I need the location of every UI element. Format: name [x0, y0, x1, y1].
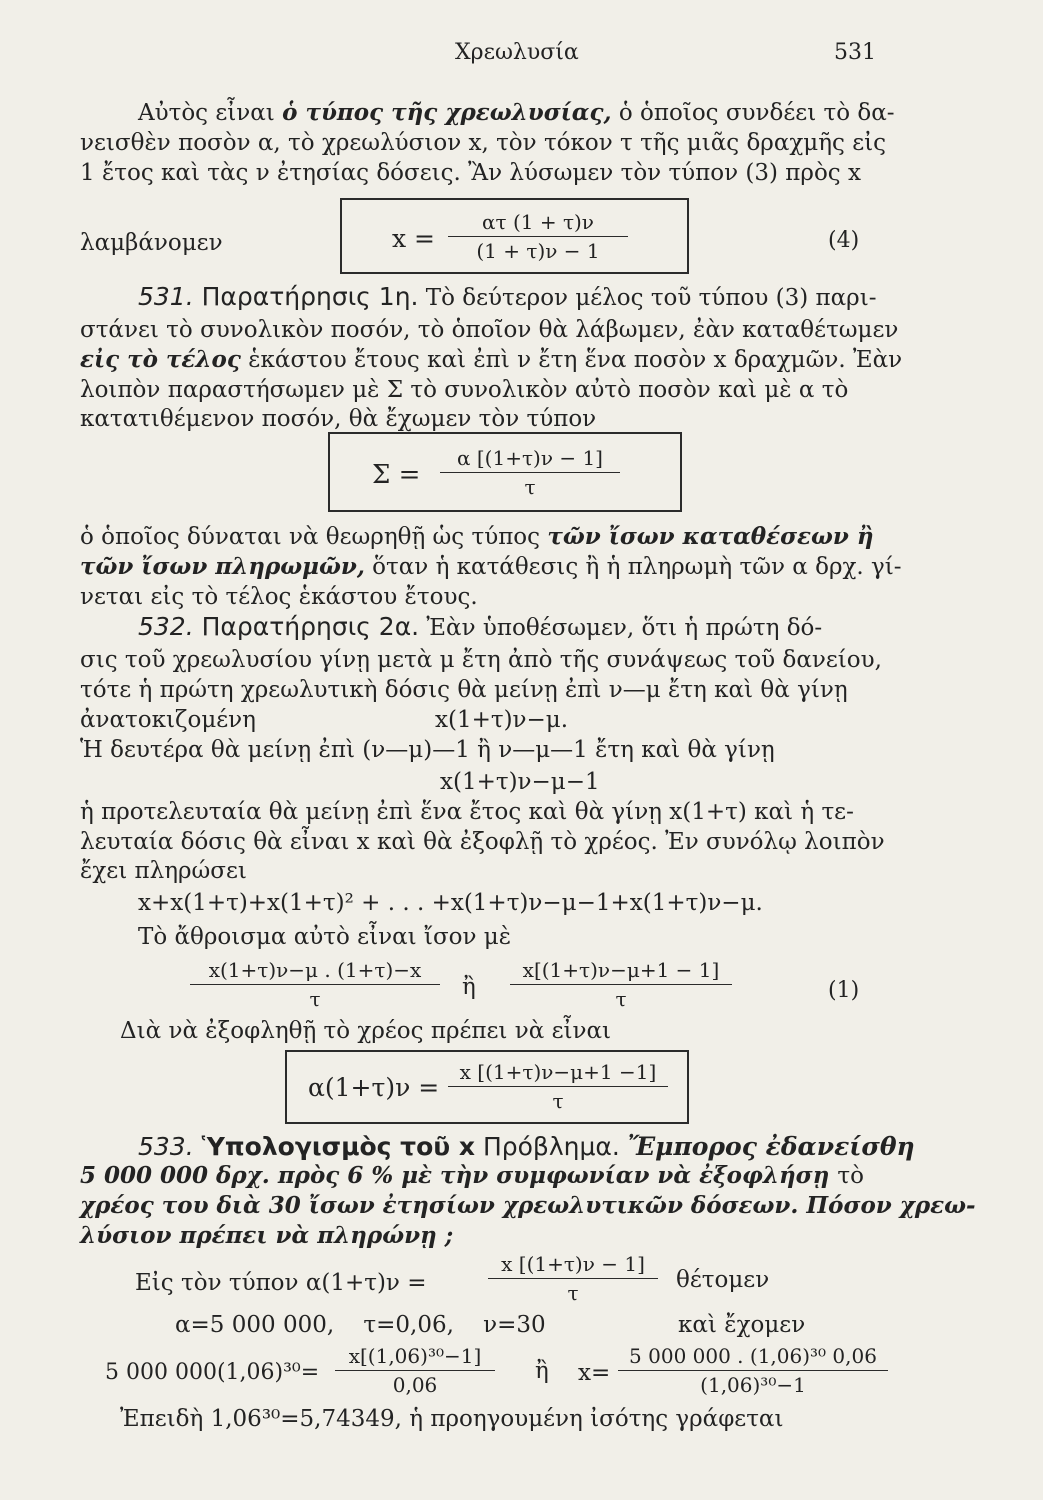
intro-line-1 — [138, 98, 895, 128]
fraction-bar — [448, 1086, 668, 1087]
s533-problem-line-2 — [80, 1162, 864, 1189]
fraction-a-denominator: τ — [309, 987, 321, 1011]
eq2-denominator: 0,06 — [392, 1373, 438, 1397]
s532-line-4: ἀνατοκιζομένη — [80, 707, 256, 733]
s531-line-2: στάνει τὸ συνολικὸν ποσόν, τὸ ὁποῖον θὰ λάβωμεν, ἐὰν καταθέτωμεν — [80, 317, 899, 343]
s531-line-3 — [80, 345, 902, 375]
section-532-text: Ἐὰν ὑποθέσωμεν, ὅτι ἡ πρώτη δό- — [419, 615, 823, 641]
s531-line-5: κατατιθέμενον ποσόν, θὰ ἔχωμεν τὸν τύπον — [80, 406, 597, 432]
sigma-formula-lhs: Σ = — [372, 460, 421, 490]
condition-denominator: τ — [552, 1089, 564, 1113]
section-531-text: Τὸ δεύτερον μέλος τοῦ τύπου (3) παρι- — [418, 285, 877, 311]
condition-formula-fraction — [448, 1060, 668, 1113]
s533-problem-line-3: χρέος του διὰ 30 ἴσων ἐτησίων χρεωλυτικῶν δόσεων. Πόσον χρεω- — [80, 1192, 976, 1219]
section-533-title: Ὑπολογισμὸς τοῦ x — [201, 1132, 476, 1161]
section-531-number: 531. — [138, 282, 194, 311]
s532-expr-2: x(1+τ)ν−μ−1 — [440, 769, 600, 795]
s532-line-5: Ἡ δευτέρα θὰ μείνῃ ἐπὶ (ν—μ)—1 ἢ ν—μ—1 ἔτη καὶ θὰ γίνῃ — [80, 737, 775, 763]
s532-line-9: Τὸ ἄθροισμα αὐτὸ εἶναι ἴσον μὲ — [138, 924, 512, 950]
s532-series: x+x(1+τ)+x(1+τ)² + . . . +x(1+τ)ν−μ−1+x(1+τ)ν−μ. — [138, 890, 763, 916]
s533-last-line: Ἐπειδὴ 1,06³⁰=5,74349, ἡ προηγουμένη ἰσότης γράφεται — [120, 1406, 784, 1432]
after-sigma-line-2 — [80, 552, 902, 582]
equation-1-label: (1) — [828, 978, 860, 1003]
s532-expr-1: x(1+τ)ν−μ. — [435, 707, 569, 733]
section-532-title: Παρατήρησις 2α. — [201, 612, 420, 641]
s533-eq1-rhs: θέτομεν — [676, 1267, 770, 1293]
eq1-numerator: x [(1+τ)ν − 1] — [501, 1252, 645, 1276]
section-531-heading — [138, 282, 877, 311]
intro-line-2: νεισθὲν ποσὸν α, τὸ χρεωλύσιον x, τὸν τόκον τ τῆς μιᾶς δραχμῆς εἰς — [80, 130, 887, 156]
after-sigma-text-2: ὅταν ἡ κατάθεσις ἢ ἡ πληρωμὴ τῶν α δρχ. γί- — [364, 554, 902, 580]
s533-eq2-or: ἢ — [535, 1358, 549, 1384]
section-533-heading — [138, 1132, 915, 1161]
fraction-bar — [618, 1370, 888, 1371]
s533-eq2-x: x= — [578, 1360, 611, 1386]
running-title: Χρεωλυσία — [455, 40, 579, 65]
intro-text-end: ὁ ὁποῖος συνδέει τὸ δα- — [611, 100, 895, 126]
formula-4-fraction — [448, 210, 628, 263]
eq2-numerator: x[(1,06)³⁰−1] — [348, 1344, 482, 1368]
s533-eq2-fraction — [335, 1344, 495, 1397]
section-533-number: 533. — [138, 1132, 194, 1161]
s533-word: τὸ — [837, 1163, 864, 1189]
fraction-a-numerator: x(1+τ)ν−μ . (1+τ)−x — [208, 958, 422, 982]
s531-text: ἑκάστου ἔτους καὶ ἐπὶ ν ἔτη ἕνα ποσὸν x δραχμῶν. Ἐὰν — [240, 347, 903, 373]
page-number: 531 — [834, 40, 876, 65]
s532-line-7: λευταία δόσις θὰ εἶναι x καὶ θὰ ἐξοφλῇ τὸ χρέος. Ἐν συνόλῳ λοιπὸν — [80, 829, 885, 855]
eq2-result-denominator: (1,06)³⁰−1 — [700, 1373, 806, 1397]
section-531-title: Παρατήρησις 1η. — [201, 282, 419, 311]
fraction-bar — [448, 236, 628, 237]
after-sigma-emphasis: τῶν ἴσων καταθέσεων ἢ — [547, 523, 874, 550]
formula-4-lhs: x = — [392, 224, 435, 253]
s532-line-10: Διὰ νὰ ἐξοφληθῇ τὸ χρέος πρέπει νὰ εἶναι — [120, 1018, 612, 1044]
fraction-bar — [440, 472, 620, 473]
formula-4-label: (4) — [828, 228, 860, 253]
s533-values: α=5 000 000, τ=0,06, ν=30 — [175, 1312, 546, 1338]
s532-line-3: τότε ἡ πρώτη χρεωλυτικὴ δόσις θὰ μείνῃ ἐπὶ ν—μ ἔτη καὶ θὰ γίνῃ — [80, 677, 848, 703]
intro-line-3: 1 ἔτος καὶ τὰς ν ἐτησίας δόσεις. Ἂν λύσωμεν τὸν τύπον (3) πρὸς x — [80, 160, 861, 186]
formula-4-numerator: ατ (1 + τ)ν — [482, 210, 594, 234]
section-533-problem-start: Ἔμπορος ἐδανείσθη — [627, 1132, 915, 1161]
condition-numerator: x [(1+τ)ν−μ+1 −1] — [459, 1060, 657, 1084]
sigma-denominator: τ — [524, 475, 536, 499]
s531-emphasis: εἰς τὸ τέλος — [80, 346, 241, 373]
after-sigma-emphasis-2: τῶν ἴσων πληρωμῶν, — [80, 553, 365, 580]
sigma-numerator: α [(1+τ)ν − 1] — [457, 446, 603, 470]
s532-fraction-a — [190, 958, 440, 1011]
s532-or: ἢ — [462, 974, 476, 1000]
s532-line-6: ἡ προτελευταία θὰ μείνῃ ἐπὶ ἕνα ἔτος καὶ θὰ γίνῃ x(1+τ) καὶ ἡ τε- — [80, 799, 854, 825]
intro-emphasis: ὁ τύπος τῆς χρεωλυσίας, — [282, 99, 612, 126]
s533-eq1-lhs: Εἰς τὸν τύπον α(1+τ)ν = — [135, 1270, 427, 1296]
s533-values-rhs: καὶ ἔχομεν — [678, 1312, 806, 1338]
fraction-bar — [488, 1278, 658, 1279]
s532-line-8: ἔχει πληρώσει — [80, 858, 247, 884]
sigma-formula-fraction — [440, 446, 620, 499]
s532-line-2: σις τοῦ χρεωλυσίου γίνῃ μετὰ μ ἔτη ἀπὸ τῆς συνάψεως τοῦ δανείου, — [80, 647, 882, 673]
s533-amount: 5 000 000 δρχ. πρὸς 6 % — [80, 1162, 394, 1189]
intro-text: Αὐτὸς εἶναι — [138, 100, 283, 126]
fraction-bar — [510, 984, 732, 985]
section-532-number: 532. — [138, 612, 194, 641]
eq2-result-numerator: 5 000 000 . (1,06)³⁰ 0,06 — [629, 1344, 877, 1368]
after-sigma-line-1 — [80, 522, 874, 552]
after-sigma-text: ὁ ὁποῖος δύναται νὰ θεωρηθῇ ὡς τύπος — [80, 524, 548, 550]
intro-line-4: λαμβάνομεν — [80, 230, 223, 256]
fraction-b-numerator: x[(1+τ)ν−μ+1 − 1] — [522, 958, 720, 982]
section-532-heading — [138, 612, 822, 641]
formula-4-denominator: (1 + τ)ν − 1 — [476, 239, 600, 263]
s533-eq2-result-fraction — [618, 1344, 888, 1397]
s532-fraction-b — [510, 958, 732, 1011]
fraction-b-denominator: τ — [615, 987, 627, 1011]
s533-problem-line-4: λύσιον πρέπει νὰ πληρώνῃ ; — [80, 1222, 454, 1249]
s533-agreement: μὲ τὴν συμφωνίαν νὰ ἐξοφλήσῃ — [401, 1162, 830, 1189]
s531-line-4: λοιπὸν παραστήσωμεν μὲ Σ τὸ συνολικὸν αὐτὸ ποσὸν καὶ μὲ α τὸ — [80, 377, 849, 403]
after-sigma-line-3: νεται εἰς τὸ τέλος ἑκάστου ἔτους. — [80, 584, 478, 610]
section-533-problem-label: Πρόβλημα. — [482, 1132, 620, 1161]
s533-eq1-fraction — [488, 1252, 658, 1305]
eq1-denominator: τ — [567, 1281, 579, 1305]
s533-eq2-lhs: 5 000 000(1,06)³⁰= — [105, 1360, 320, 1385]
condition-formula-lhs: α(1+τ)ν = — [308, 1073, 440, 1102]
fraction-bar — [335, 1370, 495, 1371]
fraction-bar — [190, 984, 440, 985]
